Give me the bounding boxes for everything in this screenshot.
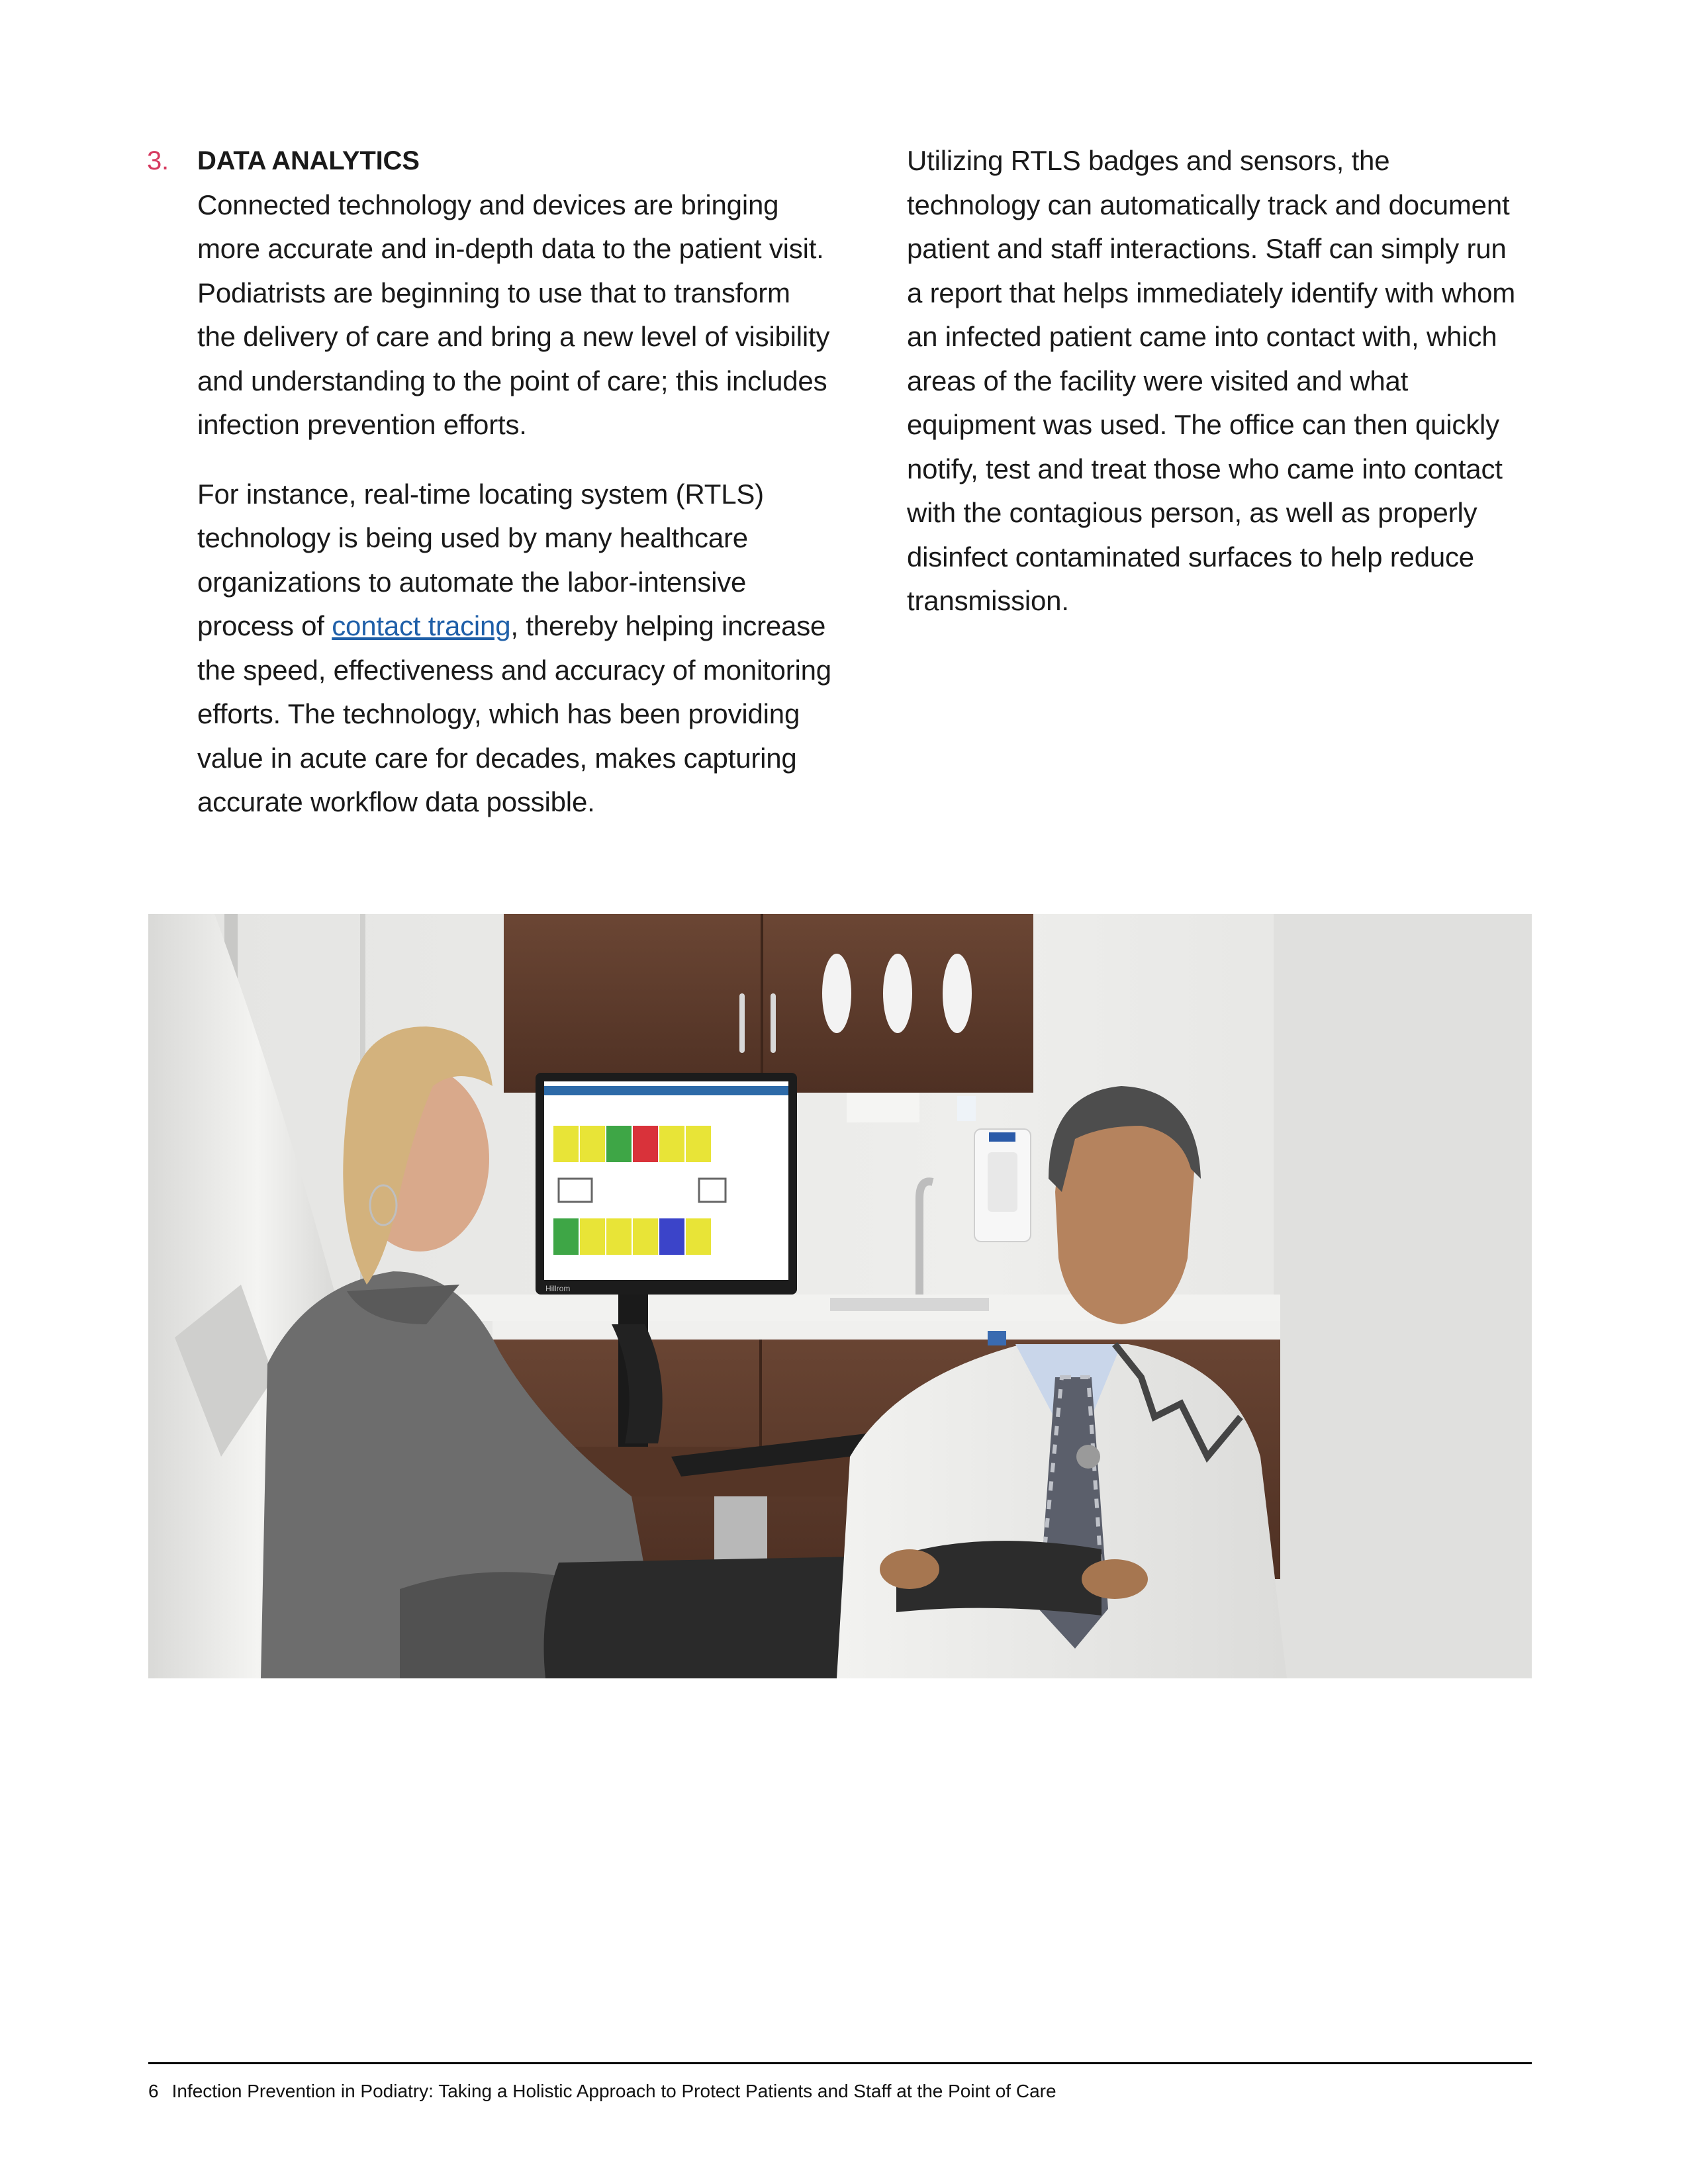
paragraph-rtls [197, 473, 836, 825]
left-column [147, 139, 836, 825]
footer [148, 2078, 1056, 2105]
page-number: 6 [148, 2081, 159, 2101]
exam-room-photo [148, 914, 1532, 1678]
right-column [907, 139, 1526, 623]
contact-tracing-link[interactable]: contact tracing [332, 610, 511, 641]
paragraph-connected-technology: Connected technology and devices are bringing more accurate and in-depth data to the patient visit. Podiatrists are beginning to use that to transform the delivery of care and bring a new level of visibility and understanding to the point of care; this includes infection prevention efforts. [197, 189, 830, 440]
paragraph-rtls-text-end: , thereby helping increase the speed, effectiveness and accuracy of monitoring efforts. The technology, which has been providing value in acute care for decades, makes capturing accurate workflow data possible. [197, 610, 831, 817]
section-number: 3. [147, 146, 169, 175]
footer-divider [148, 2062, 1532, 2064]
paragraph-rtls-text-start: For instance, real-time locating system (RTLS) technology is being used by many healthcare organizations to automate the labor-intensive process of [197, 478, 764, 641]
section-title: DATA ANALYTICS [197, 146, 420, 175]
footer-title: Infection Prevention in Podiatry: Taking a Holistic Approach to Protect Patients and Staff at the Point of Care [171, 2081, 1056, 2101]
section-heading [147, 139, 836, 183]
sanitizer-dispenser [974, 1129, 1031, 1242]
paragraph-rtls-badges: Utilizing RTLS badges and sensors, the technology can automatically track and document patient and staff interactions. Staff can simply run a report that helps immediately identify with whom an infected patient came into contact with, which areas of the facility were visited and what equipment was used. The office can then quickly notify, test and treat those who came into contact with the contagious person, as well as properly disinfect contaminated surfaces to help reduce transmission. [907, 145, 1516, 616]
monitor-brand-label: Hillrom [545, 1284, 571, 1293]
